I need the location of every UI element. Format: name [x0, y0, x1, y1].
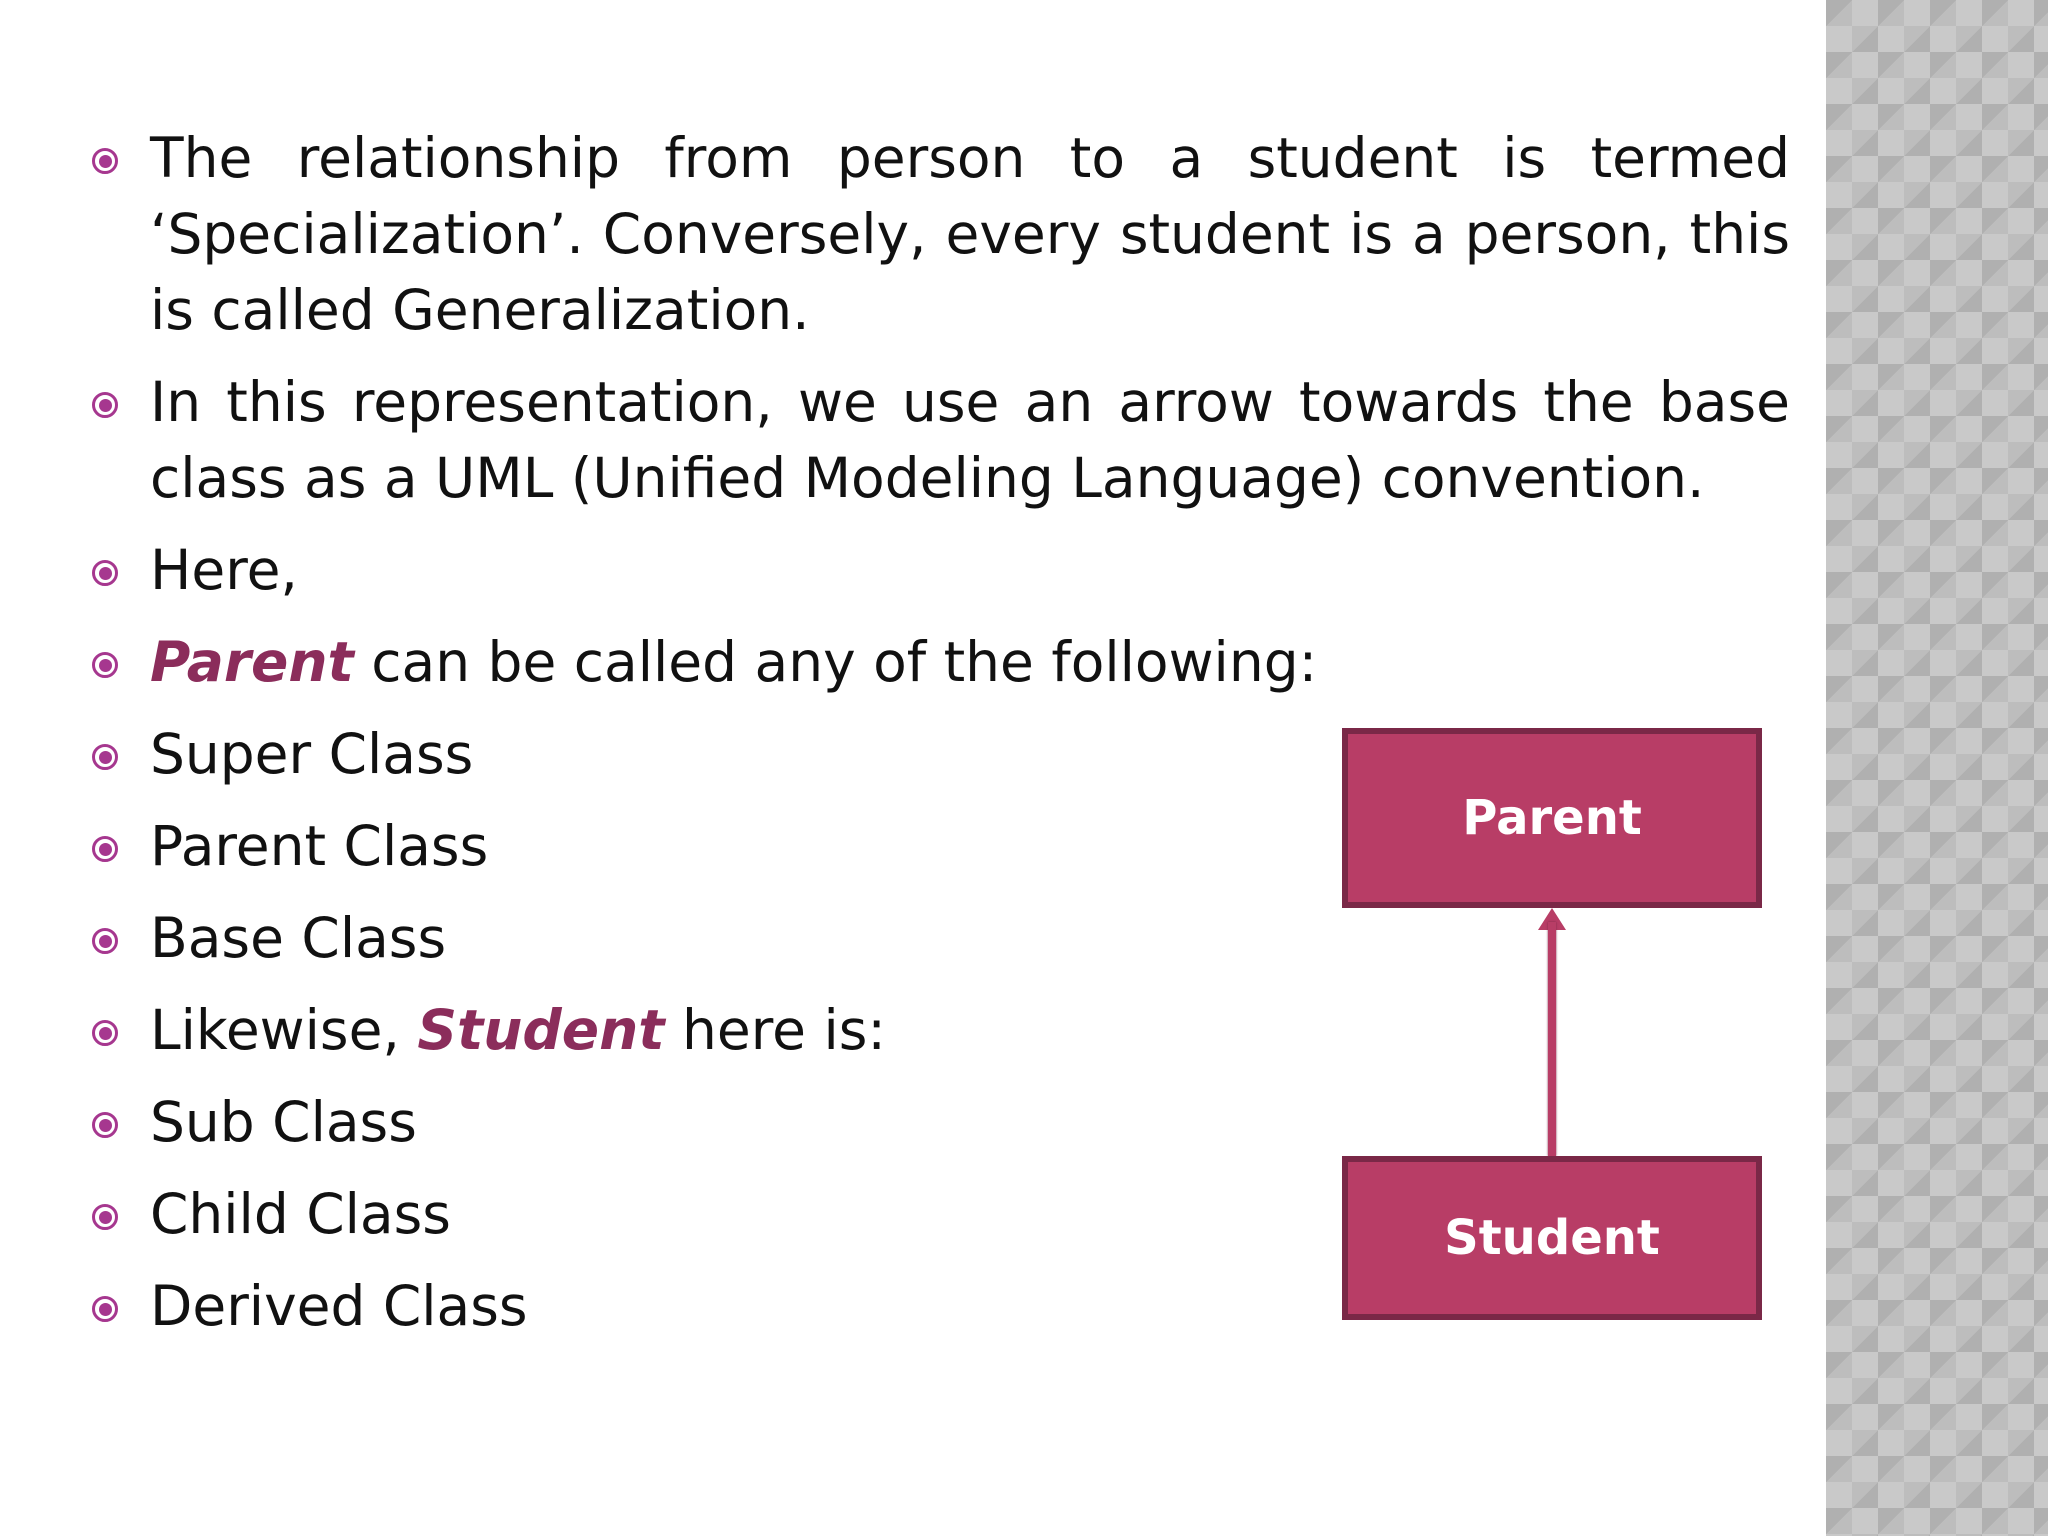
circle-bullet-icon — [92, 1112, 118, 1138]
bullet-icon-container — [88, 120, 150, 196]
bullet-icon-container — [88, 1176, 150, 1252]
inheritance-arrow-line — [1548, 922, 1556, 1156]
circle-bullet-icon — [92, 836, 118, 862]
circle-bullet-icon — [92, 652, 118, 678]
bullet-icon-container — [88, 716, 150, 792]
circle-bullet-icon — [92, 560, 118, 586]
bullet-text: Derived Class — [150, 1274, 528, 1338]
bullet-icon-container — [88, 1268, 150, 1344]
bullet-text: Base Class — [150, 906, 447, 970]
bullet-text: Super Class — [150, 722, 474, 786]
circle-bullet-icon — [92, 148, 118, 174]
bullet-text — [150, 624, 1790, 700]
circle-bullet-icon — [92, 392, 118, 418]
bullet-icon-container — [88, 900, 150, 976]
bullet-text-prefix: Likewise, — [150, 998, 418, 1062]
emphasis-parent: Parent — [150, 630, 354, 694]
circle-bullet-icon — [92, 1296, 118, 1322]
bullet-item-uml-convention — [88, 364, 1790, 516]
emphasis-student: Student — [417, 998, 665, 1062]
circle-bullet-icon — [92, 744, 118, 770]
bullet-icon-container — [88, 1084, 150, 1160]
bullet-icon-container — [88, 624, 150, 700]
uml-inheritance-diagram — [1342, 728, 1762, 1320]
bullet-icon-container — [88, 532, 150, 608]
circle-bullet-icon — [92, 1020, 118, 1046]
side-decoration-pattern — [1826, 0, 2048, 1536]
bullet-text: In this representation, we use an arrow towards the base class as a UML (Unified Modeling Language) convention. — [150, 370, 1790, 510]
bullet-item-specialization — [88, 120, 1790, 348]
bullet-text-rest: can be called any of the following: — [353, 630, 1318, 694]
bullet-icon-container — [88, 992, 150, 1068]
bullet-text: Child Class — [150, 1182, 451, 1246]
bullet-text-suffix: here is: — [664, 998, 886, 1062]
bullet-text: Parent Class — [150, 814, 489, 878]
bullet-text: Sub Class — [150, 1090, 417, 1154]
uml-parent-box — [1342, 728, 1762, 908]
bullet-text: Here, — [150, 538, 298, 602]
bullet-icon-container — [88, 364, 150, 440]
bullet-item-here — [88, 532, 1790, 608]
uml-student-label: Student — [1444, 1210, 1660, 1266]
uml-student-box — [1342, 1156, 1762, 1320]
bullet-item-parent-intro — [88, 624, 1790, 700]
bullet-text: The relationship from person to a student is termed ‘Specialization’. Conversely, every student is a person, this is called Generalization. — [150, 126, 1790, 342]
uml-parent-label: Parent — [1462, 790, 1642, 846]
bullet-icon-container — [88, 808, 150, 884]
circle-bullet-icon — [92, 928, 118, 954]
circle-bullet-icon — [92, 1204, 118, 1230]
